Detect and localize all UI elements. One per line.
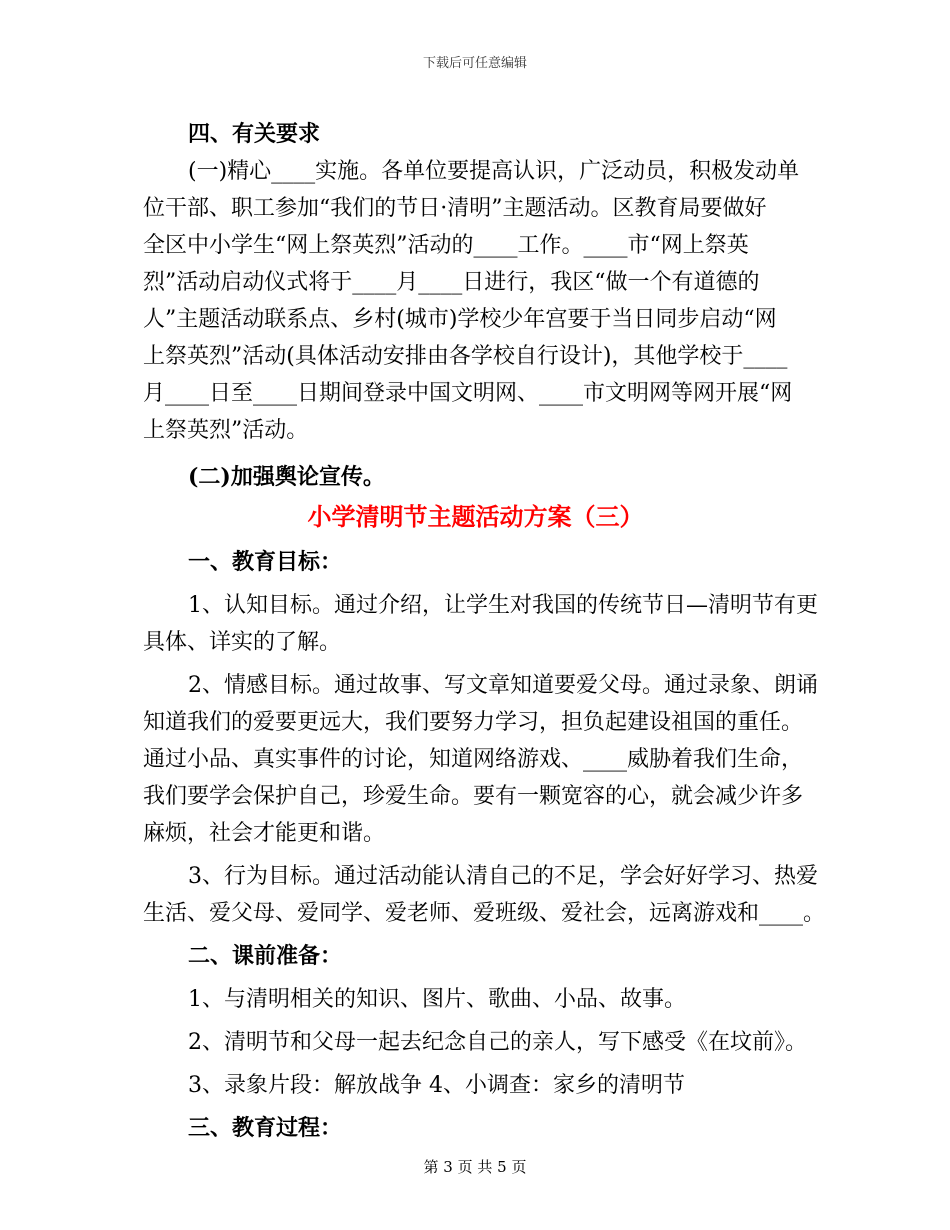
paragraph-requirement-2: (二)加强舆论宣传。 — [188, 464, 385, 490]
paragraph-line: 我们要学会保护自己，珍爱生命。要有一颗宽容的心，就会减少许多 — [143, 784, 804, 809]
page-footer: 第 3 页 共 5 页 — [423, 1158, 527, 1176]
list-item: 1、与清明相关的知识、图片、歌曲、小品、故事。 — [188, 987, 686, 1012]
paragraph-goal-2 — [143, 667, 818, 852]
paragraph-line: 麻烦，社会才能更和谐。 — [143, 821, 386, 846]
paragraph-line: 1、认知目标。通过介绍，让学生对我国的传统节日—清明节有更 — [188, 593, 818, 618]
paragraph-line: 全区中小学生“网上祭英烈”活动的____工作。____市“网上祭英 — [143, 233, 749, 258]
paragraph-line: 知道我们的爱要更远大，我们要努力学习，担负起建设祖国的重任。 — [143, 710, 804, 735]
paragraph-line: 3、行为目标。通过活动能认清自己的不足，学会好好学习、热爱 — [188, 864, 818, 889]
paragraph-goal-1 — [143, 587, 818, 661]
paragraph-requirement-1 — [143, 153, 808, 449]
section-heading-requirements: 四、有关要求 — [188, 121, 321, 147]
document-title: 小学清明节主题活动方案（三） — [307, 502, 644, 531]
list-item: 3、录象片段：解放战争 4、小调查：家乡的清明节 — [188, 1073, 685, 1098]
paragraph-line: 上祭英烈”活动(具体活动安排由各学校自行设计)，其他学校于____ — [143, 344, 788, 369]
paragraph-line: 通过小品、真实事件的讨论，知道网络游戏、____威胁着我们生命， — [143, 747, 804, 772]
document-body — [143, 110, 826, 1147]
section-heading-process: 三、教育过程： — [188, 1115, 343, 1141]
paragraph-goal-3 — [143, 858, 826, 932]
paragraph-line: 上祭英烈”活动。 — [143, 418, 309, 443]
paragraph-line: 位干部、职工参加“我们的节日·清明”主题活动。区教育局要做好 — [143, 196, 767, 221]
section-heading-goals: 一、教育目标： — [188, 549, 343, 575]
paragraph-line: 具体、详实的了解。 — [143, 630, 342, 655]
paragraph-line: (一)精心____实施。各单位要提高认识，广泛动员，积极发动单 — [188, 159, 800, 184]
paragraph-line: 月____日至____日期间登录中国文明网、____市文明网等网开展“网 — [143, 381, 793, 406]
section-heading-preparation: 二、课前准备： — [188, 943, 343, 969]
page-header: 下载后可任意编辑 — [422, 56, 527, 71]
list-item: 2、清明节和父母一起去纪念自己的亲人，写下感受《在坟前》。 — [188, 1030, 807, 1055]
paragraph-line: 人”主题活动联系点、乡村(城市)学校少年宫要于当日同步启动“网 — [143, 307, 777, 332]
paragraph-line: 烈”活动启动仪式将于____月____日进行，我区“做一个有道德的 — [143, 270, 760, 295]
paragraph-line: 生活、爱父母、爱同学、爱老师、爱班级、爱社会，远离游戏和____。 — [143, 901, 826, 926]
paragraph-line: 2、情感目标。通过故事、写文章知道要爱父母。通过录象、朗诵 — [188, 673, 818, 698]
